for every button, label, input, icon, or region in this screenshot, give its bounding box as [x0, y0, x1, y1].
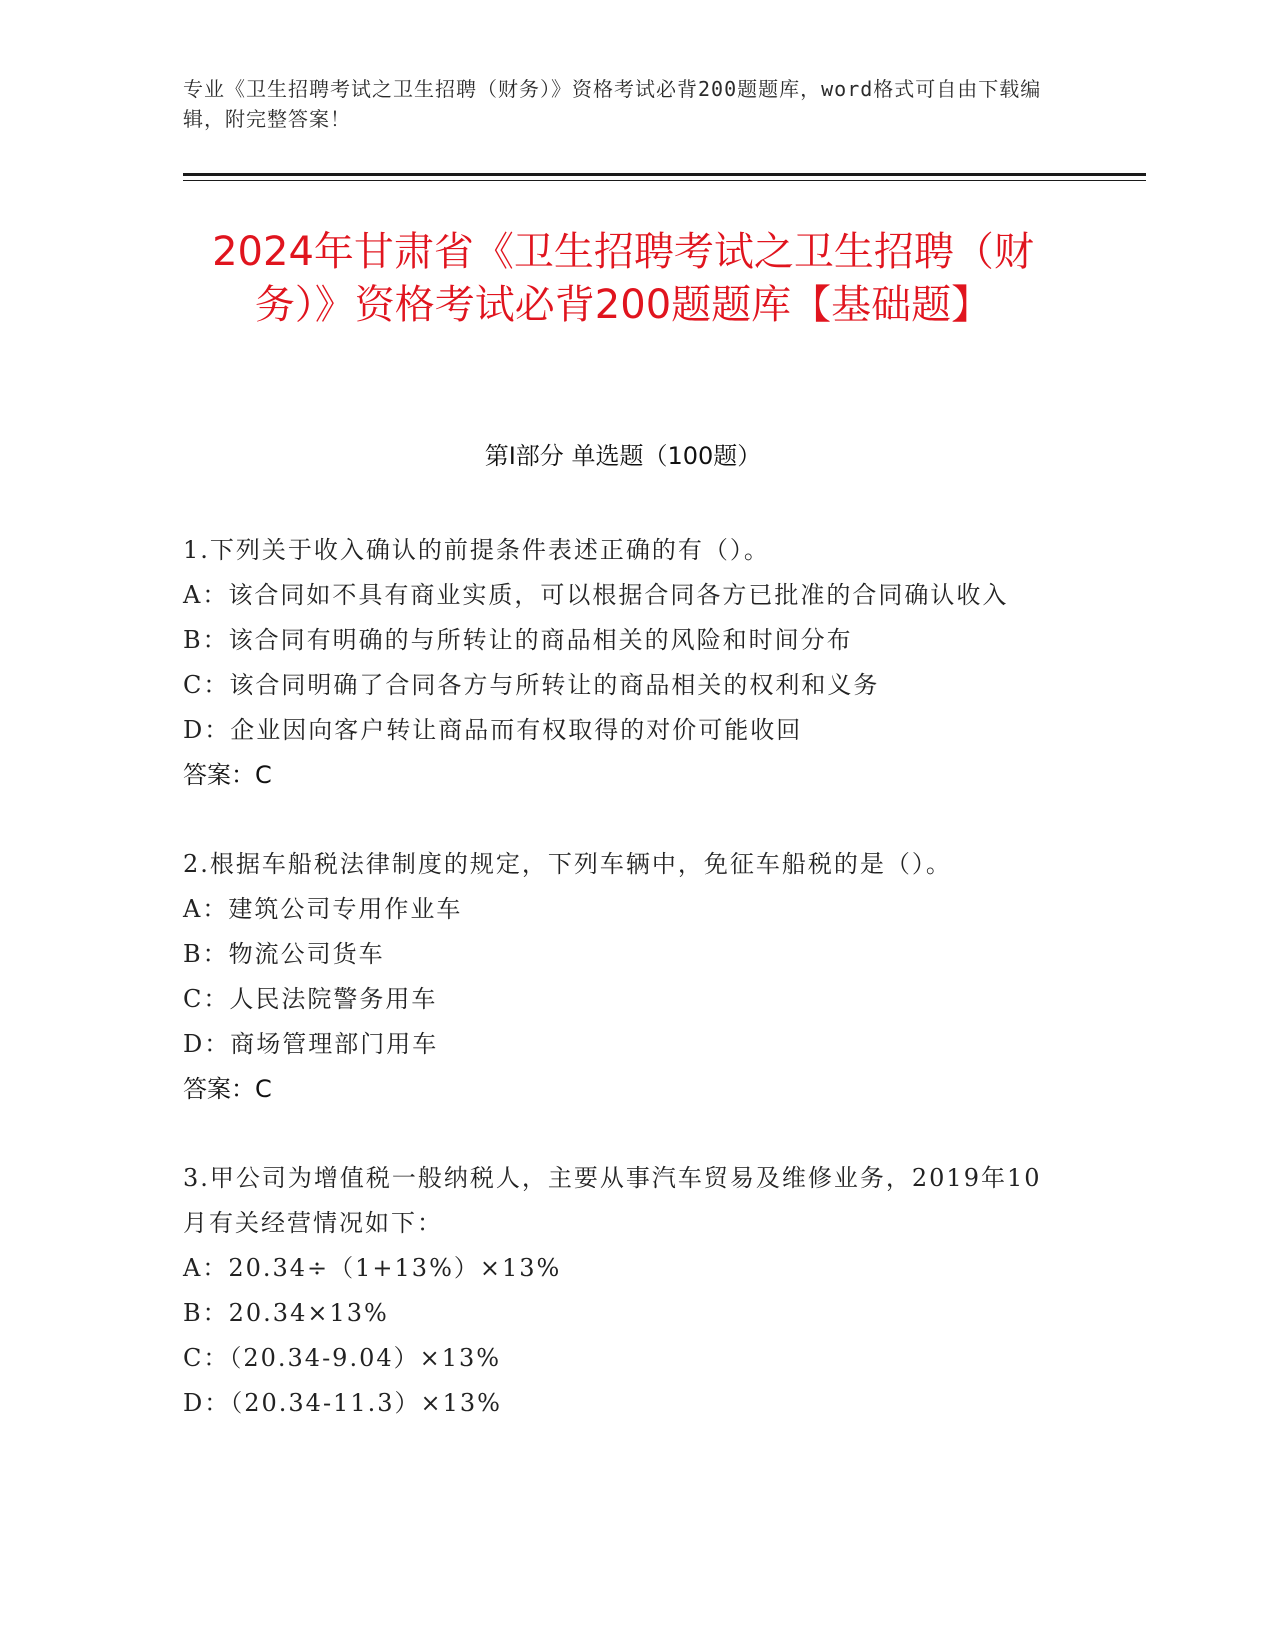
header-note: 专业《卫生招聘考试之卫生招聘（财务）》资格考试必背200题题库，word格式可自由下载编辑，附完整答案！ — [183, 77, 1042, 131]
option-b: B：物流公司货车 — [183, 940, 385, 968]
question-list — [183, 528, 1063, 1470]
option-a: A：建筑公司专用作业车 — [183, 895, 463, 923]
option-a: A：20.34÷（1+13%）×13% — [183, 1254, 562, 1282]
option-d: D：企业因向客户转让商品而有权取得的对价可能收回 — [183, 716, 803, 744]
question-1 — [183, 528, 1063, 798]
option-a: A：该合同如不具有商业实质，可以根据合同各方已批准的合同确认收入 — [183, 581, 1009, 609]
option-b: B：该合同有明确的与所转让的商品相关的风险和时间分布 — [183, 626, 853, 654]
option-d: D：（20.34-11.3）×13% — [183, 1389, 502, 1417]
header-divider-thin — [183, 180, 1146, 181]
header-divider-thick — [183, 173, 1146, 176]
answer-line: 答案：C — [183, 1075, 272, 1103]
question-2 — [183, 842, 1063, 1112]
option-c: C：人民法院警务用车 — [183, 985, 438, 1013]
option-c: C：该合同明确了合同各方与所转让的商品相关的权利和义务 — [183, 671, 880, 699]
question-3 — [183, 1156, 1063, 1426]
section-title: 第I部分 单选题（100题） — [484, 442, 762, 470]
answer-line: 答案：C — [183, 761, 272, 789]
option-c: C：（20.34-9.04）×13% — [183, 1344, 502, 1372]
option-b: B：20.34×13% — [183, 1299, 389, 1327]
question-stem: 1.下列关于收入确认的前提条件表述正确的有（）。 — [183, 536, 770, 564]
option-d: D：商场管理部门用车 — [183, 1030, 439, 1058]
question-stem: 3.甲公司为增值税一般纳税人，主要从事汽车贸易及维修业务，2019年10月有关经营情况如下： — [183, 1164, 1042, 1237]
document-title: 2024年甘肃省《卫生招聘考试之卫生招聘（财务）》资格考试必背200题题库【基础题】 — [212, 229, 1034, 328]
question-stem: 2.根据车船税法律制度的规定，下列车辆中，免征车船税的是（）。 — [183, 850, 952, 878]
